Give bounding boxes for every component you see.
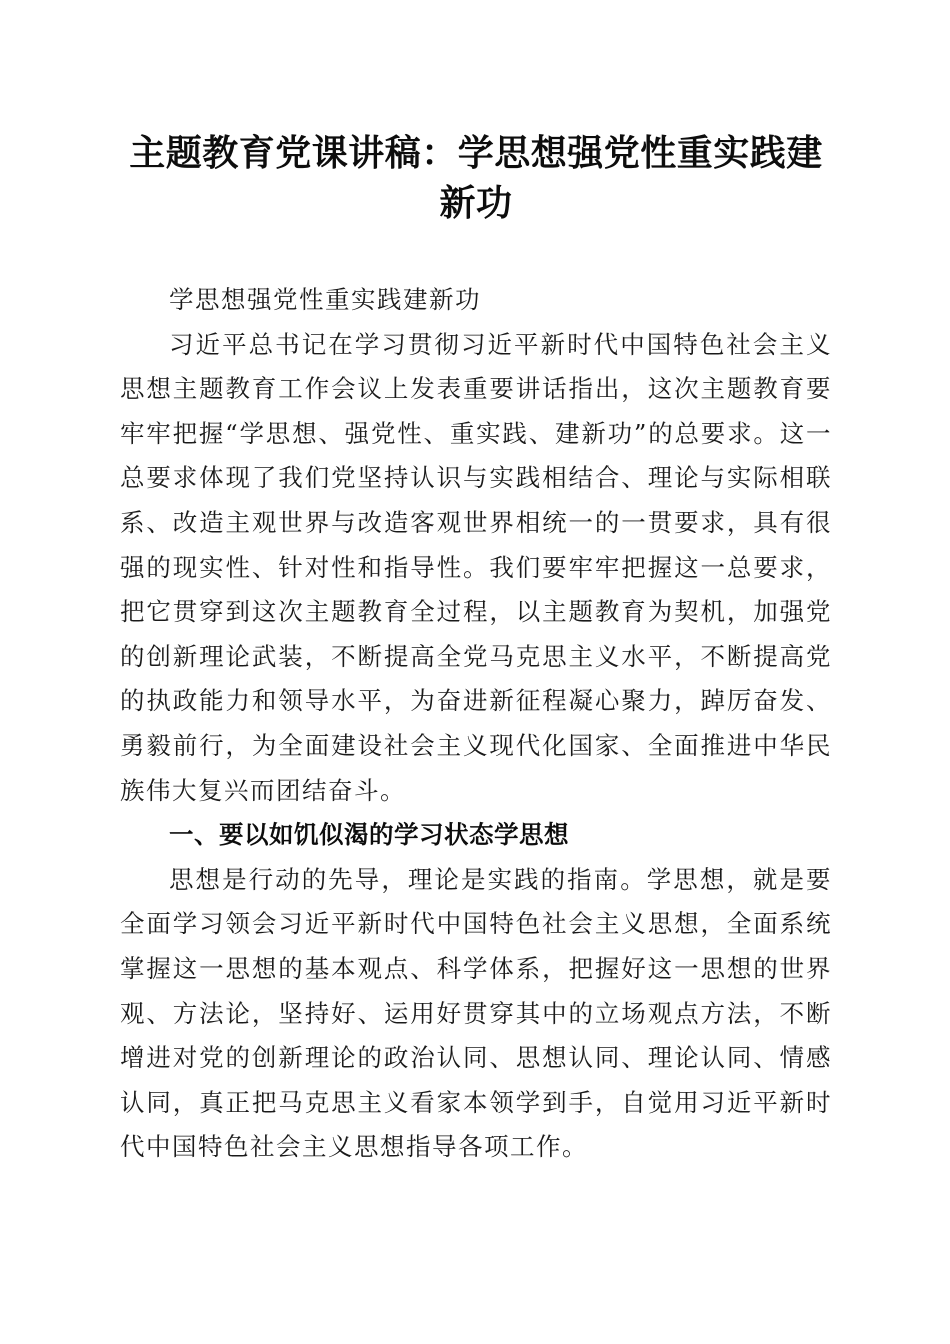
section-1-heading: 一、要以如饥似渴的学习状态学思想	[169, 820, 569, 850]
document-title: 主题教育党课讲稿：学思想强党性重实践建新功	[129, 132, 823, 224]
subtitle-paragraph: 学思想强党性重实践建新功	[169, 285, 481, 314]
intro-paragraph: 习近平总书记在学习贯彻习近平新时代中国特色社会主义思想主题教育工作会议上发表重要讲话指出，这次主题教育要牢牢把握“学思想、强党性、重实践、建新功”的总要求。这一总要求体现了我们党坚持认识与实践相结合、理论与实际相联系、改造主观世界与改造客观世界相统一的一贯要求，具有很强的现实性、针对性和指导性。我们要牢牢把握这一总要求，把它贯穿到这次主题教育全过程，以主题教育为契机，加强党的创新理论武装，不断提高全党马克思主义水平，不断提高党的执政能力和领导水平，为奋进新征程凝心聚力，踔厉奋发、勇毅前行，为全面建设社会主义现代化国家、全面推进中华民族伟大复兴而团结奋斗。	[120, 329, 832, 805]
document-body	[120, 278, 832, 1170]
section-1-paragraph: 思想是行动的先导，理论是实践的指南。学思想，就是要全面学习领会习近平新时代中国特色社会主义思想，全面系统掌握这一思想的基本观点、科学体系，把握好这一思想的世界观、方法论，坚持好、运用好贯穿其中的立场观点方法，不断增进对党的创新理论的政治认同、思想认同、理论认同、情感认同，真正把马克思主义看家本领学到手，自觉用习近平新时代中国特色社会主义思想指导各项工作。	[120, 864, 832, 1162]
